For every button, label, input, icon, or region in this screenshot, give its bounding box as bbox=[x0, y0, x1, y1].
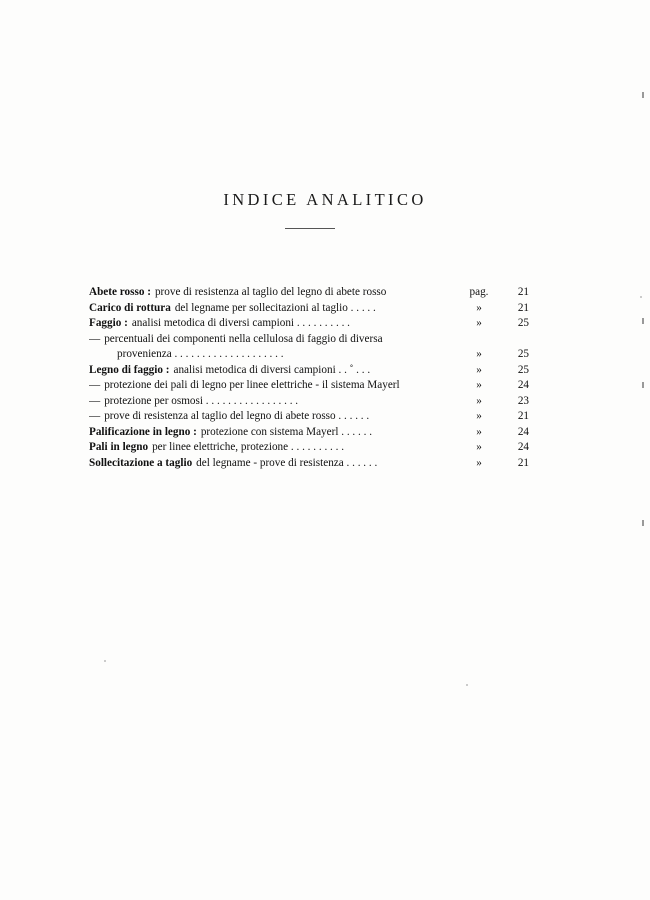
entry-page-number: 24 bbox=[517, 441, 529, 453]
scan-mark bbox=[642, 520, 644, 526]
entry-page-number: 21 bbox=[517, 286, 529, 298]
entry-description: analisi metodica di diversi campioni . . ˚ . . . bbox=[173, 363, 371, 376]
entry-heading: Pali in legno bbox=[89, 441, 149, 453]
entry-page-ref: » bbox=[476, 410, 482, 422]
index-entry bbox=[89, 378, 529, 394]
entry-page-ref: » bbox=[476, 348, 482, 360]
index-entry bbox=[89, 332, 529, 348]
entry-page-number: 25 bbox=[517, 348, 529, 360]
scan-speck bbox=[640, 296, 642, 298]
entry-description: del legname per sollecitazioni al taglio . . . . . bbox=[174, 301, 376, 314]
scan-speck bbox=[104, 660, 106, 662]
entry-description: protezione con sistema Mayerl . . . . . . bbox=[200, 425, 373, 438]
entry-description: percentuali dei componenti nella cellulosa di faggio di diversa bbox=[104, 332, 383, 345]
entry-heading: Sollecitazione a taglio bbox=[89, 456, 193, 469]
entry-page-number: 21 bbox=[517, 410, 529, 422]
index-entry bbox=[89, 347, 529, 363]
entry-heading: Palificazione in legno : bbox=[89, 425, 197, 438]
entry-page-number: 23 bbox=[517, 394, 529, 407]
entry-page-ref: » bbox=[476, 317, 482, 329]
index-entry bbox=[89, 409, 529, 425]
entry-page-number: 24 bbox=[517, 425, 529, 438]
entry-dash: — bbox=[89, 410, 101, 422]
entry-description: analisi metodica di diversi campioni . . . . . . . . . . bbox=[131, 317, 350, 329]
entry-dash: — bbox=[89, 332, 101, 345]
index-title: INDICE ANALITICO bbox=[223, 190, 427, 209]
index-entry bbox=[89, 440, 529, 456]
entry-page-ref: » bbox=[476, 301, 482, 314]
entry-page-number: 24 bbox=[517, 379, 529, 391]
index-entry bbox=[89, 363, 529, 379]
entry-page-ref: » bbox=[476, 456, 482, 469]
entry-page-ref: pag. bbox=[469, 286, 489, 298]
entry-page-number: 25 bbox=[517, 363, 529, 376]
scan-mark bbox=[642, 318, 644, 324]
index-entry bbox=[89, 394, 529, 410]
entry-description: protezione dei pali di legno per linee elettriche - il sistema Mayerl bbox=[104, 379, 400, 391]
entry-description: protezione per osmosi . . . . . . . . . . . . . . . . . bbox=[104, 394, 299, 407]
index-entry bbox=[89, 301, 529, 317]
scan-mark bbox=[642, 382, 644, 388]
entry-dash: — bbox=[89, 394, 101, 407]
entry-heading: Carico di rottura bbox=[89, 301, 171, 314]
entry-heading: Faggio : bbox=[89, 317, 128, 329]
entry-heading: Legno di faggio : bbox=[89, 363, 170, 376]
entry-page-ref: » bbox=[476, 441, 482, 453]
index-entry bbox=[89, 456, 529, 472]
entry-description: prove di resistenza al taglio del legno di abete rosso bbox=[154, 286, 387, 298]
entry-page-number: 21 bbox=[517, 456, 529, 469]
entry-heading: Abete rosso : bbox=[89, 286, 151, 298]
entry-page-number: 25 bbox=[517, 317, 529, 329]
index-entry bbox=[89, 316, 529, 332]
entry-page-ref: » bbox=[476, 394, 482, 407]
entry-description: del legname - prove di resistenza . . . . . . bbox=[196, 456, 378, 469]
entry-page-ref: » bbox=[476, 425, 482, 438]
entry-page-ref: » bbox=[476, 363, 482, 376]
scan-mark bbox=[642, 92, 644, 98]
entry-dash: — bbox=[89, 379, 101, 391]
entry-description: per linee elettriche, protezione . . . . . . . . . . bbox=[152, 441, 345, 453]
title-divider bbox=[285, 228, 335, 229]
index-entry bbox=[89, 425, 529, 441]
scan-speck bbox=[466, 684, 468, 686]
entry-page-ref: » bbox=[476, 379, 482, 391]
index-entry bbox=[89, 285, 529, 301]
entry-page-number: 21 bbox=[517, 301, 529, 314]
entry-description: prove di resistenza al taglio del legno di abete rosso . . . . . . bbox=[104, 410, 370, 422]
entry-description: provenienza . . . . . . . . . . . . . . . . . . . . bbox=[117, 348, 284, 360]
index-entries bbox=[89, 285, 529, 471]
